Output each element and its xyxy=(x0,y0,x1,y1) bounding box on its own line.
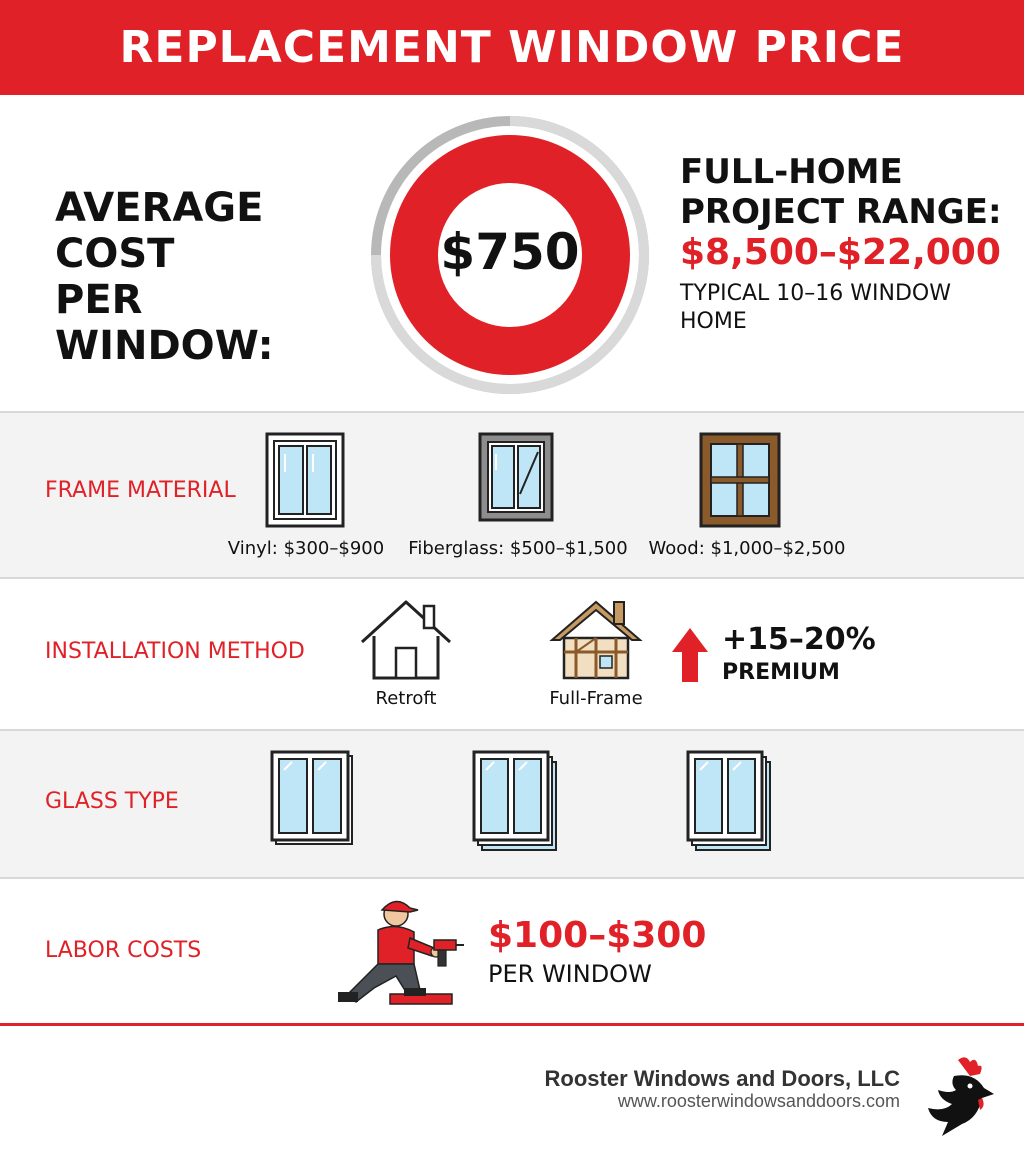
wood-window-icon xyxy=(699,432,781,528)
worker-with-drill-icon xyxy=(334,892,464,1010)
full-frame-caption: Full-Frame xyxy=(549,688,643,709)
full-home-note: TYPICAL 10–16 WINDOW HOME xyxy=(680,281,951,334)
header-banner xyxy=(0,0,1024,95)
installation-method-label: INSTALLATION METHOD xyxy=(45,639,305,664)
rooster-logo-icon xyxy=(918,1054,1004,1138)
labor-unit: PER WINDOW xyxy=(488,960,652,988)
fiberglass-caption: Fiberglass: $500–$1,500 xyxy=(408,538,628,559)
labor-range: $100–$300 xyxy=(488,915,707,956)
premium-label: PREMIUM xyxy=(722,660,840,685)
vinyl-window-icon xyxy=(265,432,345,528)
page-title: REPLACEMENT WINDOW PRICE xyxy=(119,22,905,73)
company-url[interactable]: www.roosterwindowsanddoors.com xyxy=(617,1091,900,1111)
full-home-title: FULL-HOME PROJECT RANGE: xyxy=(680,152,1002,232)
labor-costs-label: LABOR COSTS xyxy=(45,938,202,963)
wood-caption: Wood: $1,000–$2,500 xyxy=(648,538,846,559)
single-pane-window-icon xyxy=(270,750,356,848)
average-cost-label: AVERAGE COST PER WINDOW: xyxy=(55,185,274,369)
average-price: $750 xyxy=(440,223,580,281)
frame-material-label: FRAME MATERIAL xyxy=(45,478,236,503)
full-home-range: $8,500–$22,000 xyxy=(680,232,1001,273)
fiberglass-window-icon xyxy=(478,432,554,522)
house-icon xyxy=(358,596,454,682)
vinyl-caption: Vinyl: $300–$900 xyxy=(227,538,385,559)
glass-type-label: GLASS TYPE xyxy=(45,789,179,814)
double-pane-window-icon xyxy=(472,750,558,854)
arrow-up-icon xyxy=(670,626,710,684)
retrofit-caption: Retroft xyxy=(375,688,437,709)
house-frame-icon xyxy=(548,596,644,682)
triple-pane-window-icon xyxy=(686,750,772,854)
premium-value: +15–20% xyxy=(722,622,876,657)
company-name: Rooster Windows and Doors, LLC xyxy=(544,1066,900,1091)
